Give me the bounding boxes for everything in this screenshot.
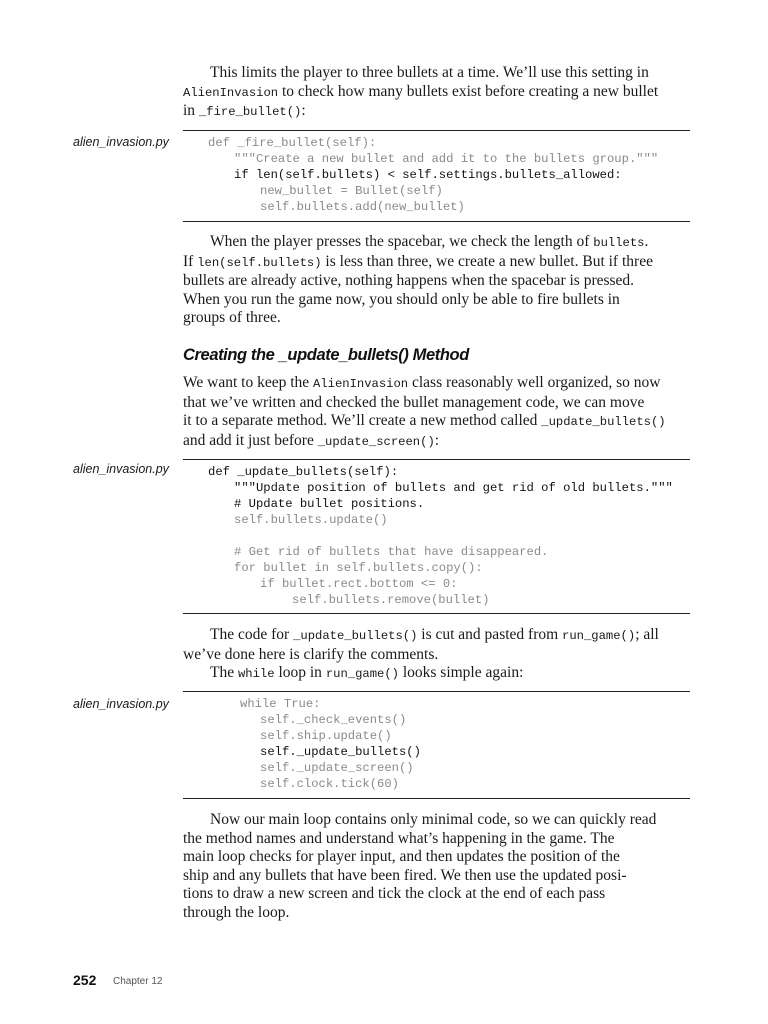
code-listing-fire-bullet: [183, 130, 690, 222]
page-number: 252: [73, 972, 97, 988]
inline-code: run_game(): [325, 667, 399, 682]
code-line: self.bullets.update(): [234, 513, 388, 527]
code-file-label: alien_invasion.py: [73, 135, 169, 149]
paragraph-spacebar: When the player presses the spacebar, we check the length of bullets. If len(self.bullets) is less than three, we create a new bullet. But if three bullets are already active, nothing happens when the spacebar is pressed. When you run the game now, you should only be able to fire bullets in groups of three.: [183, 233, 653, 327]
code-file-label: alien_invasion.py: [73, 697, 169, 711]
code-listing-update-bullets: [183, 459, 690, 614]
inline-code: _update_bullets(): [293, 629, 418, 643]
code-line: self.clock.tick(60): [260, 777, 399, 791]
paragraph-main-loop: Now our main loop contains only minimal code, so we can quickly read the method names and understand what’s happening in the game. The main loop checks for player input, and then updates the position of the ship and any bullets that have been fired. We then use the updated posi- tions to draw a new screen and tick the clock at the end of each pass through the loop.: [183, 811, 657, 921]
code-line: """Create a new bullet and add it to the bullets group.""": [234, 152, 659, 166]
code-line: if bullet.rect.bottom <= 0:: [260, 577, 458, 591]
code-line-highlight: """Update position of bullets and get rid of old bullets.""": [234, 481, 673, 495]
inline-code: len(self.bullets): [197, 255, 322, 270]
code-line: for bullet in self.bullets.copy():: [234, 561, 483, 575]
code-line: new_bullet = Bullet(self): [260, 184, 443, 198]
chapter-label: Chapter 12: [113, 976, 163, 987]
inline-code: _update_screen(): [317, 434, 435, 449]
code-file-label: alien_invasion.py: [73, 462, 169, 476]
code-line-highlight: def _update_bullets(self):: [208, 465, 399, 479]
code-line: while True:: [240, 697, 321, 711]
intro-line-2: AlienInvasion to check how many bullets exist before creating a new bullet: [183, 82, 659, 100]
code-line: def _fire_bullet(self):: [208, 136, 377, 150]
code-line: self._update_screen(): [260, 761, 414, 775]
code-line: self.ship.update(): [260, 729, 392, 743]
intro-paragraph: [183, 64, 673, 122]
code-listing-main-loop: [183, 691, 690, 799]
code-line: # Get rid of bullets that have disappeared.: [234, 545, 549, 559]
code-line: self.bullets.add(new_bullet): [260, 200, 465, 214]
inline-code: _update_bullets(): [541, 415, 666, 430]
code-line-highlight: if len(self.bullets) < self.settings.bullets_allowed:: [234, 168, 622, 182]
inline-code: AlienInvasion: [183, 85, 279, 100]
code-line: self._check_events(): [260, 713, 407, 727]
inline-code: _fire_bullet(): [198, 105, 302, 120]
paragraph-cut-paste: The code for _update_bullets() is cut and pasted from run_game(); all we’ve done here is clarify the comments. The while loop in run_game() looks simple again:: [183, 626, 659, 682]
code-line-highlight: # Update bullet positions.: [234, 497, 425, 511]
code-line-highlight: self._update_bullets(): [260, 745, 421, 759]
section-heading: Creating the _update_bullets() Method: [183, 346, 469, 364]
intro-line-1: This limits the player to three bullets at a time. We’ll use this setting in: [210, 64, 649, 81]
inline-code: while: [237, 667, 275, 682]
intro-line-3: in _fire_bullet():: [183, 102, 306, 120]
inline-code: bullets: [593, 236, 645, 250]
code-line: self.bullets.remove(bullet): [292, 593, 490, 607]
paragraph-organize: We want to keep the AlienInvasion class reasonably well organized, so now that we’ve written and checked the bullet management code, we can move it to a separate method. We’ll create a new method called _update_bullets() and add it just before _update_screen():: [183, 374, 666, 449]
inline-code: run_game(): [562, 629, 636, 643]
inline-code: AlienInvasion: [313, 377, 409, 391]
